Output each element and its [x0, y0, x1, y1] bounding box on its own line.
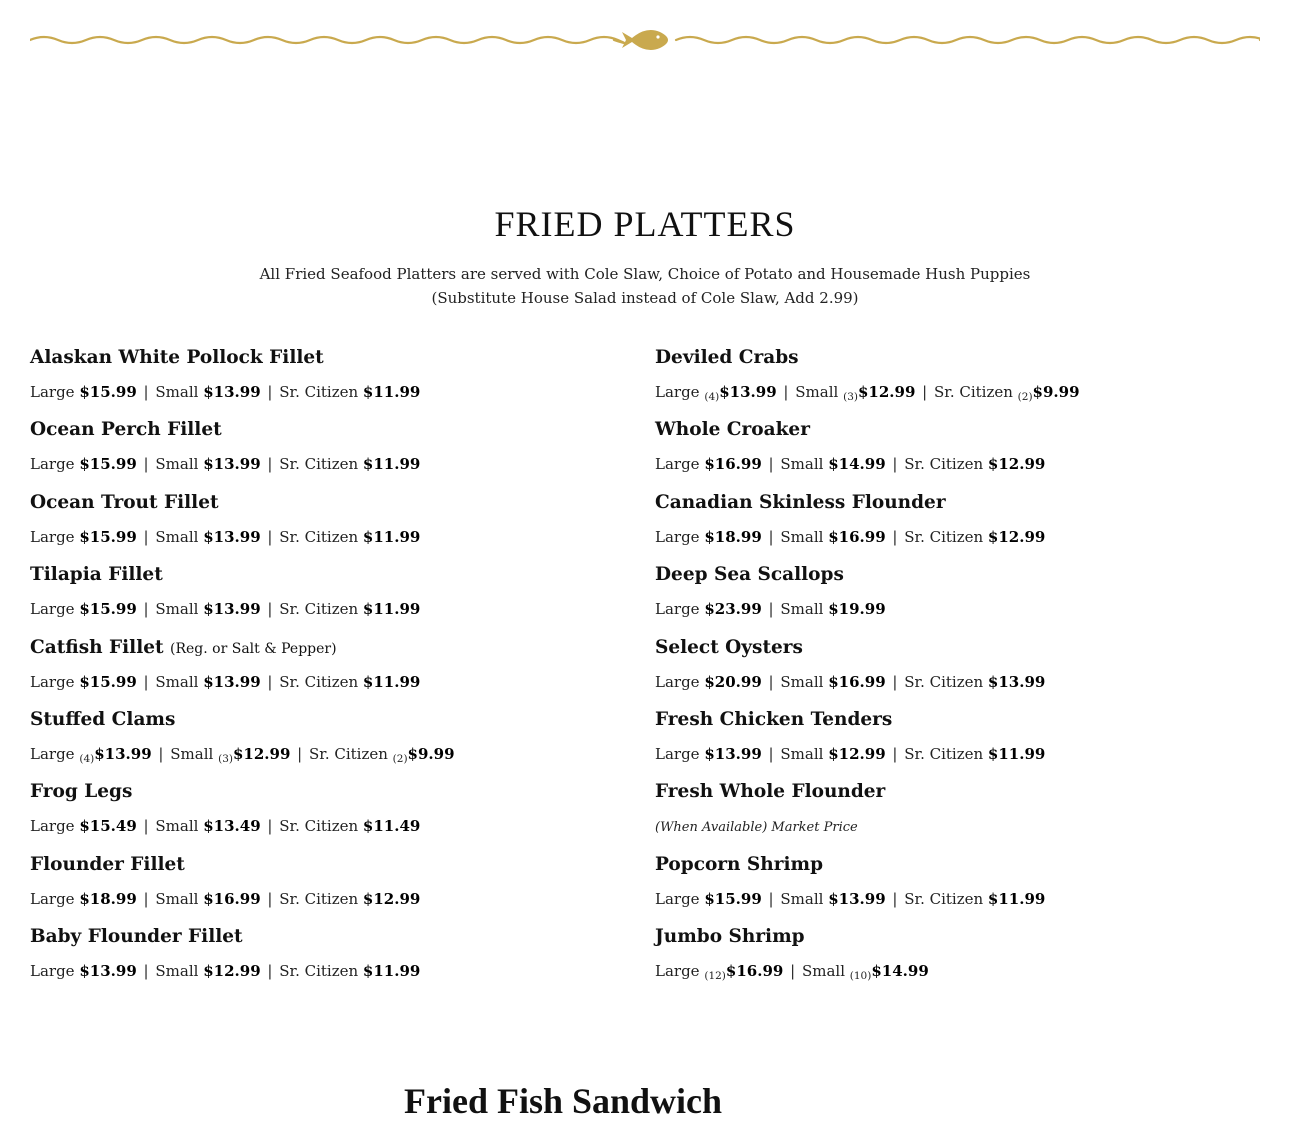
- price-size-label: Small: [155, 672, 199, 691]
- price-amount: $16.99: [828, 527, 886, 546]
- price-size-label: Large: [30, 817, 75, 836]
- price-size-label: Small: [780, 744, 824, 763]
- menu-item-name: [30, 634, 630, 662]
- fish-divider: [30, 22, 1260, 58]
- menu-item-name: [30, 489, 630, 517]
- price-amount: $11.99: [987, 889, 1046, 908]
- price-amount: $13.99: [203, 455, 261, 474]
- price-size-label: Small: [155, 817, 199, 836]
- price-size-label: Large: [30, 889, 75, 908]
- piece-count: (3): [843, 391, 858, 403]
- menu-item-name: [30, 851, 630, 879]
- price-size-label: Sr. Citizen: [904, 889, 984, 908]
- price-line: [30, 959, 630, 983]
- price-separator: |: [158, 744, 164, 763]
- menu-item-name: [30, 923, 630, 951]
- price-amount: $12.99: [987, 527, 1046, 546]
- price-size-label: Large: [30, 672, 75, 691]
- price-separator: |: [922, 383, 928, 401]
- price-amount: $11.99: [987, 744, 1046, 763]
- menu-item-title: Jumbo Shrimp: [655, 926, 805, 948]
- price-amount: $15.99: [79, 527, 137, 546]
- price-separator: |: [143, 383, 149, 401]
- price-size-label: Large: [655, 889, 700, 908]
- price-separator: |: [892, 889, 898, 908]
- price-size-label: Small: [780, 889, 824, 908]
- menu-item: [30, 561, 630, 633]
- price-size-label: Small: [801, 962, 845, 981]
- price-size-label: Large: [30, 744, 75, 763]
- price-line: [30, 380, 630, 404]
- price-separator: |: [143, 672, 149, 691]
- price-amount: $18.99: [704, 527, 762, 546]
- menu-item-title: Tilapia Fillet: [30, 564, 163, 586]
- price-amount: $11.99: [362, 962, 421, 981]
- price-amount: $16.99: [203, 889, 261, 908]
- price-separator: |: [267, 889, 273, 908]
- price-line: [30, 597, 630, 621]
- menu-item: [655, 851, 1255, 923]
- price-size-label: Large: [655, 744, 700, 763]
- price-line: [655, 452, 1255, 476]
- price-separator: |: [892, 455, 898, 474]
- menu-item-title: Canadian Skinless Flounder: [655, 491, 946, 513]
- price-size-label: Small: [780, 672, 824, 691]
- market-price: (When Available) Market Price: [655, 820, 858, 836]
- price-amount: $9.99: [407, 744, 455, 763]
- menu-item-name: [30, 344, 630, 372]
- price-amount: $9.99: [1032, 383, 1080, 401]
- price-amount: $12.99: [828, 744, 886, 763]
- menu-item: [655, 923, 1255, 995]
- menu-item-name: [30, 416, 630, 444]
- price-line: [30, 742, 630, 768]
- menu-item-note: (Reg. or Salt & Pepper): [170, 640, 337, 657]
- price-size-label: Sr. Citizen: [279, 383, 359, 401]
- price-amount: $15.99: [79, 600, 137, 619]
- menu-item-name: [30, 778, 630, 806]
- price-separator: |: [267, 962, 273, 981]
- price-amount: $13.99: [987, 672, 1046, 691]
- price-size-label: Small: [155, 600, 199, 619]
- menu-item: [30, 416, 630, 488]
- price-size-label: Sr. Citizen: [904, 527, 984, 546]
- subtitle-line: (Substitute House Salad instead of Cole Slaw, Add 2.99): [431, 289, 859, 307]
- price-size-label: Sr. Citizen: [904, 455, 984, 474]
- price-size-label: Sr. Citizen: [279, 672, 359, 691]
- menu-item-title: Select Oysters: [655, 636, 803, 658]
- price-line: [30, 814, 630, 838]
- price-separator: |: [143, 527, 149, 546]
- piece-count: (2): [1017, 391, 1033, 403]
- price-separator: |: [768, 889, 774, 908]
- price-amount: $14.99: [871, 962, 929, 981]
- price-separator: |: [143, 455, 149, 474]
- price-amount: $15.99: [79, 455, 137, 474]
- price-amount: $15.99: [704, 889, 762, 908]
- price-size-label: Large: [30, 455, 75, 474]
- price-amount: $11.99: [362, 383, 421, 401]
- price-separator: |: [768, 455, 774, 474]
- menu-item-title: Deviled Crabs: [655, 347, 799, 368]
- price-line: [30, 887, 630, 911]
- price-amount: $13.99: [828, 889, 886, 908]
- menu-item-title: Alaskan White Pollock Fillet: [30, 347, 324, 368]
- price-size-label: Sr. Citizen: [279, 600, 359, 619]
- price-size-label: Sr. Citizen: [279, 817, 359, 836]
- price-size-label: Small: [780, 527, 824, 546]
- menu-item: [30, 923, 630, 995]
- price-size-label: Large: [655, 672, 700, 691]
- price-amount: $23.99: [704, 600, 762, 619]
- fish-icon: [622, 30, 668, 50]
- price-amount: $15.49: [79, 817, 137, 836]
- price-size-label: Small: [795, 383, 839, 401]
- menu-item-title: Popcorn Shrimp: [655, 853, 824, 875]
- price-size-label: Sr. Citizen: [934, 383, 1013, 401]
- price-size-label: Small: [155, 455, 199, 474]
- piece-count: (2): [392, 752, 408, 765]
- price-size-label: Sr. Citizen: [279, 889, 359, 908]
- price-amount: $11.99: [362, 455, 421, 474]
- price-line: [655, 597, 1255, 621]
- price-separator: |: [143, 962, 149, 981]
- price-amount: $12.99: [203, 962, 261, 981]
- price-size-label: Small: [155, 527, 199, 546]
- price-size-label: Large: [30, 527, 75, 546]
- price-amount: $12.99: [232, 744, 291, 763]
- price-amount: $13.99: [94, 744, 152, 763]
- price-line: [655, 670, 1255, 694]
- price-size-label: Sr. Citizen: [279, 455, 359, 474]
- menu-item: [30, 344, 630, 416]
- menu-item-name: [655, 706, 1255, 734]
- price-size-label: Large: [655, 383, 700, 401]
- price-separator: |: [768, 527, 774, 546]
- menu-item-name: [655, 851, 1255, 879]
- price-separator: |: [143, 889, 149, 908]
- price-separator: |: [768, 744, 774, 763]
- menu-item: [30, 634, 630, 706]
- menu-item-title: Fresh Whole Flounder: [655, 781, 886, 803]
- price-size-label: Large: [30, 600, 75, 619]
- menu-item-name: [30, 561, 630, 589]
- piece-count: (12): [704, 970, 726, 983]
- price-amount: $14.99: [828, 455, 886, 474]
- price-size-label: Small: [780, 600, 824, 619]
- price-size-label: Sr. Citizen: [904, 672, 984, 691]
- menu-item: [30, 489, 630, 561]
- menu-item: [30, 778, 630, 850]
- price-line: [30, 670, 630, 694]
- price-amount: $11.49: [362, 817, 421, 836]
- price-size-label: Small: [155, 383, 199, 401]
- price-separator: |: [267, 455, 273, 474]
- price-line: [655, 742, 1255, 766]
- menu-item: [655, 416, 1255, 488]
- menu-item: [655, 561, 1255, 633]
- price-amount: $13.99: [203, 672, 261, 691]
- menu-item: [655, 344, 1255, 416]
- price-amount: $16.99: [828, 672, 886, 691]
- menu-item: [655, 489, 1255, 561]
- menu-item-name: [655, 561, 1255, 589]
- menu-item-title: Flounder Fillet: [30, 853, 185, 875]
- menu-item: [655, 634, 1255, 706]
- menu-item-title: Ocean Trout Fillet: [30, 491, 219, 513]
- price-size-label: Small: [170, 744, 214, 763]
- menu-column-left: [30, 344, 630, 996]
- price-line: [655, 887, 1255, 911]
- price-amount: $11.99: [362, 600, 421, 619]
- price-amount: $13.49: [203, 817, 261, 836]
- price-separator: |: [892, 527, 898, 546]
- price-separator: |: [267, 672, 273, 691]
- next-section-title: Fried Fish Sandwich: [404, 1081, 723, 1121]
- price-size-label: Sr. Citizen: [279, 527, 359, 546]
- price-amount: $13.99: [79, 962, 137, 981]
- price-amount: $12.99: [362, 889, 421, 908]
- price-amount: $13.99: [203, 527, 261, 546]
- price-size-label: Sr. Citizen: [904, 744, 984, 763]
- price-amount: $13.99: [203, 600, 261, 619]
- price-separator: |: [783, 383, 789, 401]
- menu-item-name: [655, 634, 1255, 662]
- price-size-label: Sr. Citizen: [279, 962, 359, 981]
- price-separator: |: [143, 817, 149, 836]
- price-amount: $13.99: [203, 383, 261, 401]
- subtitle-line: All Fried Seafood Platters are served with Cole Slaw, Choice of Potato and Housemade Hush Puppies: [259, 265, 1031, 283]
- price-amount: $11.99: [362, 527, 421, 546]
- price-size-label: Small: [155, 889, 199, 908]
- menu-column-right: [655, 344, 1255, 996]
- price-separator: |: [768, 600, 774, 619]
- section-title: FRIED PLATTERS: [494, 204, 796, 244]
- price-amount: $12.99: [987, 455, 1046, 474]
- price-amount: $13.99: [719, 383, 777, 401]
- price-separator: |: [267, 817, 273, 836]
- price-separator: |: [143, 600, 149, 619]
- piece-count: (4): [79, 752, 95, 765]
- price-amount: $16.99: [704, 455, 762, 474]
- price-size-label: Small: [155, 962, 199, 981]
- price-size-label: Large: [655, 455, 700, 474]
- price-separator: |: [892, 672, 898, 691]
- menu-item-name: [655, 778, 1255, 806]
- price-amount: $15.99: [79, 383, 137, 401]
- menu-item: [30, 851, 630, 923]
- price-line: [655, 380, 1255, 406]
- menu-item-title: Catfish Fillet: [30, 636, 164, 658]
- menu-item-title: Baby Flounder Fillet: [30, 926, 243, 948]
- price-size-label: Large: [655, 600, 700, 619]
- menu-item-title: Frog Legs: [30, 781, 133, 803]
- price-size-label: Large: [655, 962, 700, 981]
- price-separator: |: [297, 744, 303, 763]
- menu-item-name: [30, 706, 630, 734]
- price-separator: |: [892, 744, 898, 763]
- price-separator: |: [267, 600, 273, 619]
- menu-item-title: Ocean Perch Fillet: [30, 419, 222, 441]
- menu-item: [655, 706, 1255, 778]
- menu-item-title: Deep Sea Scallops: [655, 564, 844, 586]
- piece-count: (3): [218, 752, 233, 765]
- price-line: [655, 814, 1255, 840]
- price-separator: |: [790, 962, 796, 981]
- menu-item-name: [655, 489, 1255, 517]
- price-line: [30, 452, 630, 476]
- price-amount: $16.99: [725, 962, 784, 981]
- price-amount: $13.99: [704, 744, 762, 763]
- price-amount: $15.99: [79, 672, 137, 691]
- price-size-label: Small: [780, 455, 824, 474]
- price-size-label: Large: [655, 527, 700, 546]
- menu-item-name: [655, 344, 1255, 372]
- menu-item-name: [655, 923, 1255, 951]
- price-separator: |: [768, 672, 774, 691]
- section-subtitle: [0, 262, 1290, 310]
- price-amount: $12.99: [857, 383, 916, 401]
- price-amount: $19.99: [828, 600, 886, 619]
- piece-count: (10): [849, 970, 872, 983]
- price-amount: $20.99: [704, 672, 762, 691]
- price-line: [655, 959, 1255, 985]
- price-amount: $11.99: [362, 672, 421, 691]
- menu-item: [30, 706, 630, 778]
- price-separator: |: [267, 383, 273, 401]
- price-size-label: Large: [30, 383, 75, 401]
- menu-item-title: Whole Croaker: [655, 419, 810, 441]
- piece-count: (4): [704, 391, 720, 403]
- menu-item-title: Stuffed Clams: [30, 708, 176, 730]
- price-separator: |: [267, 527, 273, 546]
- price-size-label: Sr. Citizen: [309, 744, 388, 763]
- menu-item-title: Fresh Chicken Tenders: [655, 708, 893, 730]
- menu-item-name: [655, 416, 1255, 444]
- price-line: [655, 525, 1255, 549]
- price-amount: $18.99: [79, 889, 137, 908]
- price-line: [30, 525, 630, 549]
- price-size-label: Large: [30, 962, 75, 981]
- menu-item: [655, 778, 1255, 850]
